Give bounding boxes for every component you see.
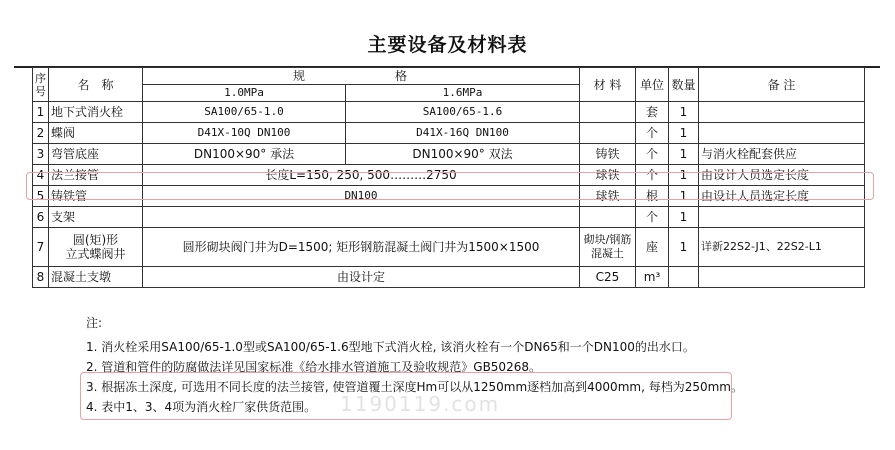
row-material: 球铁: [580, 186, 636, 207]
row-spec-2: SA100/65-1.6: [346, 102, 580, 123]
row-spec: 圆形砌块阀门井为D=1500; 矩形钢筋混凝土阀门井为1500×1500: [143, 228, 580, 267]
row-spec: [143, 207, 580, 228]
header-seq: 序号: [33, 68, 49, 102]
row-name: 地下式消火栓: [49, 102, 143, 123]
row-qty: 1: [669, 165, 699, 186]
row-qty: 1: [669, 228, 699, 267]
table-row: [33, 102, 865, 123]
row-qty: 1: [669, 186, 699, 207]
row-no: 2: [33, 123, 49, 144]
row-spec: 长度L=150, 250, 500………2750: [143, 165, 580, 186]
header-spec-16mpa: 1.6MPa: [346, 85, 580, 102]
row-qty: 1: [669, 102, 699, 123]
note-item: 1. 消火栓采用SA100/65-1.0型或SA100/65-1.6型地下式消火栓, 该消火栓有一个DN65和一个DN100的出水口。: [86, 340, 695, 354]
table-row: [33, 165, 865, 186]
row-material: 砌块/钢筋 混凝土: [580, 228, 636, 267]
header-row-1: [33, 68, 865, 85]
notes: [86, 314, 743, 417]
row-remark: [699, 267, 865, 288]
row-spec: 由设计定: [143, 267, 580, 288]
table-row: [33, 207, 865, 228]
row-remark: 由设计人员选定长度: [699, 165, 865, 186]
row-material: C25: [580, 267, 636, 288]
row-spec-1: SA100/65-1.0: [143, 102, 346, 123]
row-remark: 与消火栓配套供应: [699, 144, 865, 165]
row-remark: [699, 123, 865, 144]
row-name: 铸铁管: [49, 186, 143, 207]
row-material: [580, 102, 636, 123]
row-name: 支架: [49, 207, 143, 228]
row-unit: 套: [636, 102, 669, 123]
row-unit: 个: [636, 123, 669, 144]
row-spec: DN100: [143, 186, 580, 207]
row-qty: [669, 267, 699, 288]
watermark: 1190119.com: [340, 392, 501, 416]
row-unit: 个: [636, 144, 669, 165]
notes-heading: 注:: [86, 316, 103, 330]
row-no: 3: [33, 144, 49, 165]
row-no: 6: [33, 207, 49, 228]
row-name: 弯管底座: [49, 144, 143, 165]
header-unit: 单位: [636, 68, 669, 102]
row-qty: 1: [669, 123, 699, 144]
row-remark: [699, 102, 865, 123]
row-name: 混凝土支墩: [49, 267, 143, 288]
row-remark: 详新22S2-J1、22S2-L1: [699, 228, 865, 267]
row-unit: 根: [636, 186, 669, 207]
row-remark: 由设计人员选定长度: [699, 186, 865, 207]
row-unit: 个: [636, 165, 669, 186]
header-name: 名 称: [49, 68, 143, 102]
row-name: 法兰接管: [49, 165, 143, 186]
row-unit: 个: [636, 207, 669, 228]
note-item: 4. 表中1、3、4项为消火栓厂家供货范围。: [86, 400, 317, 414]
row-no: 5: [33, 186, 49, 207]
row-spec-1: D41X-10Q DN100: [143, 123, 346, 144]
row-no: 7: [33, 228, 49, 267]
row-material: 球铁: [580, 165, 636, 186]
equipment-table: [32, 67, 865, 288]
header-remark: 备 注: [699, 68, 865, 102]
row-material: [580, 123, 636, 144]
row-name: 圆(矩)形 立式蝶阀井: [49, 228, 143, 267]
row-no: 8: [33, 267, 49, 288]
row-unit: 座: [636, 228, 669, 267]
header-spec-1mpa: 1.0MPa: [143, 85, 346, 102]
row-name: 蝶阀: [49, 123, 143, 144]
row-remark: [699, 207, 865, 228]
row-unit: m³: [636, 267, 669, 288]
row-no: 1: [33, 102, 49, 123]
header-spec: 规 格: [143, 68, 580, 85]
row-spec-2: D41X-16Q DN100: [346, 123, 580, 144]
table-row: [33, 144, 865, 165]
row-spec-2: DN100×90° 双法: [346, 144, 580, 165]
table-row: [33, 123, 865, 144]
row-spec-1: DN100×90° 承法: [143, 144, 346, 165]
note-item: 3. 根据冻土深度, 可选用不同长度的法兰接管, 使管道覆土深度Hm可以从1250mm逐档加高到4000mm, 每档为250mm。: [86, 380, 743, 394]
table-row: [33, 228, 865, 267]
header-material: 材 料: [580, 68, 636, 102]
page-title: 主要设备及材料表: [367, 34, 528, 56]
row-no: 4: [33, 165, 49, 186]
header-qty: 数量: [669, 68, 699, 102]
row-qty: 1: [669, 144, 699, 165]
table-row: [33, 186, 865, 207]
row-material: [580, 207, 636, 228]
note-item: 2. 管道和管件的防腐做法详见国家标准《给水排水管道施工及验收规范》GB50268。: [86, 360, 541, 374]
table-row: [33, 267, 865, 288]
row-material: 铸铁: [580, 144, 636, 165]
row-qty: 1: [669, 207, 699, 228]
